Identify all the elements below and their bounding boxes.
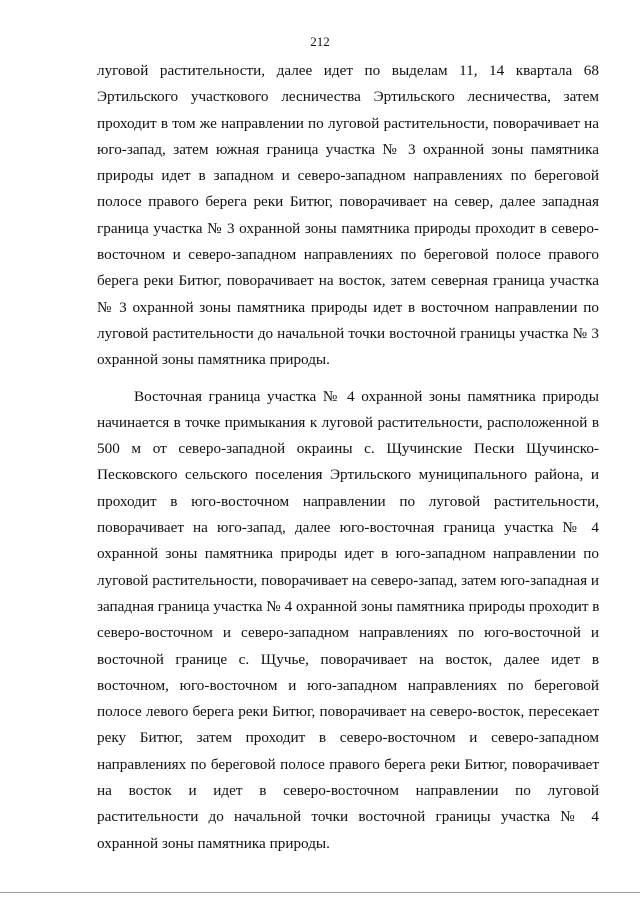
paragraph-gap	[97, 374, 599, 384]
paragraph-container	[97, 58, 599, 857]
text-line: берега реки Битюг, поворачивает на восток, затем северная граница участка	[97, 272, 599, 290]
text-line: реку Битюг, затем проходит в северо-восточном и северо-западном	[97, 729, 599, 747]
text-line: полосе левого берега реки Битюг, поворачивает на северо-восток, пересекает	[97, 703, 599, 721]
paragraph	[97, 384, 599, 857]
text-line: юго-запад, затем южная граница участка № 3 охранной зоны памятника	[97, 140, 599, 158]
page-number: 212	[310, 34, 330, 49]
text-line: охранной зоны памятника природы.	[97, 834, 330, 852]
text-line: на восток и идет в северо-восточном направлении по луговой	[97, 782, 599, 800]
text-line: луговой растительности до начальной точки восточной границы участка № 3	[97, 324, 599, 342]
document-body	[97, 58, 599, 857]
paragraph	[97, 58, 599, 374]
text-line: Эртильского участкового лесничества Эртильского лесничества, затем	[97, 88, 599, 106]
text-line: проходит в том же направлении по луговой растительности, поворачивает на	[97, 114, 599, 132]
text-line: начинается в точке примыкания к луговой растительности, расположенной в	[97, 413, 599, 431]
text-line: проходит в юго-восточном направлении по луговой растительности,	[97, 492, 599, 510]
text-line: восточном, юго-восточном и юго-западном направлениях по береговой	[97, 676, 599, 694]
text-line: № 3 охранной зоны памятника природы идет в восточном направлении по	[97, 298, 599, 316]
text-line: западная граница участка № 4 охранной зоны памятника природы проходит в	[97, 597, 599, 615]
text-line: Восточная граница участка № 4 охранной зоны памятника природы	[134, 387, 599, 405]
text-line: охранной зоны памятника природы.	[97, 351, 330, 369]
text-line: луговой растительности, далее идет по выделам 11, 14 квартала 68	[97, 62, 599, 79]
text-line: направлениях по береговой полосе правого берега реки Битюг, поворачивает	[97, 755, 599, 773]
text-line: поворачивает на юго-запад, далее юго-восточная граница участка № 4	[97, 519, 599, 537]
text-line: граница участка № 3 охранной зоны памятника природы проходит в северо-	[97, 219, 599, 237]
text-line: растительности до начальной точки восточной границы участка № 4	[97, 808, 599, 826]
footer-divider	[0, 892, 640, 893]
text-line: луговой растительности, поворачивает на северо-запад, затем юго-западная и	[97, 571, 599, 589]
text-line: восточном и северо-западном направлениях по береговой полосе правого	[97, 246, 599, 264]
text-line: природы идет в западном и северо-западном направлениях по береговой	[97, 167, 599, 185]
text-line: 500 м от северо-западной окраины с. Щучинские Пески Щучинско-	[97, 440, 599, 458]
text-line: Песковского сельского поселения Эртильского муниципального района, и	[97, 466, 599, 484]
text-line: восточной границе с. Щучье, поворачивает на восток, далее идет в	[97, 650, 599, 668]
text-line: полосе правого берега реки Битюг, поворачивает на север, далее западная	[97, 193, 599, 211]
text-line: северо-восточном и северо-западном направлениях по юго-восточной и	[97, 624, 599, 642]
text-line: охранной зоны памятника природы идет в юго-западном направлении по	[97, 545, 599, 563]
